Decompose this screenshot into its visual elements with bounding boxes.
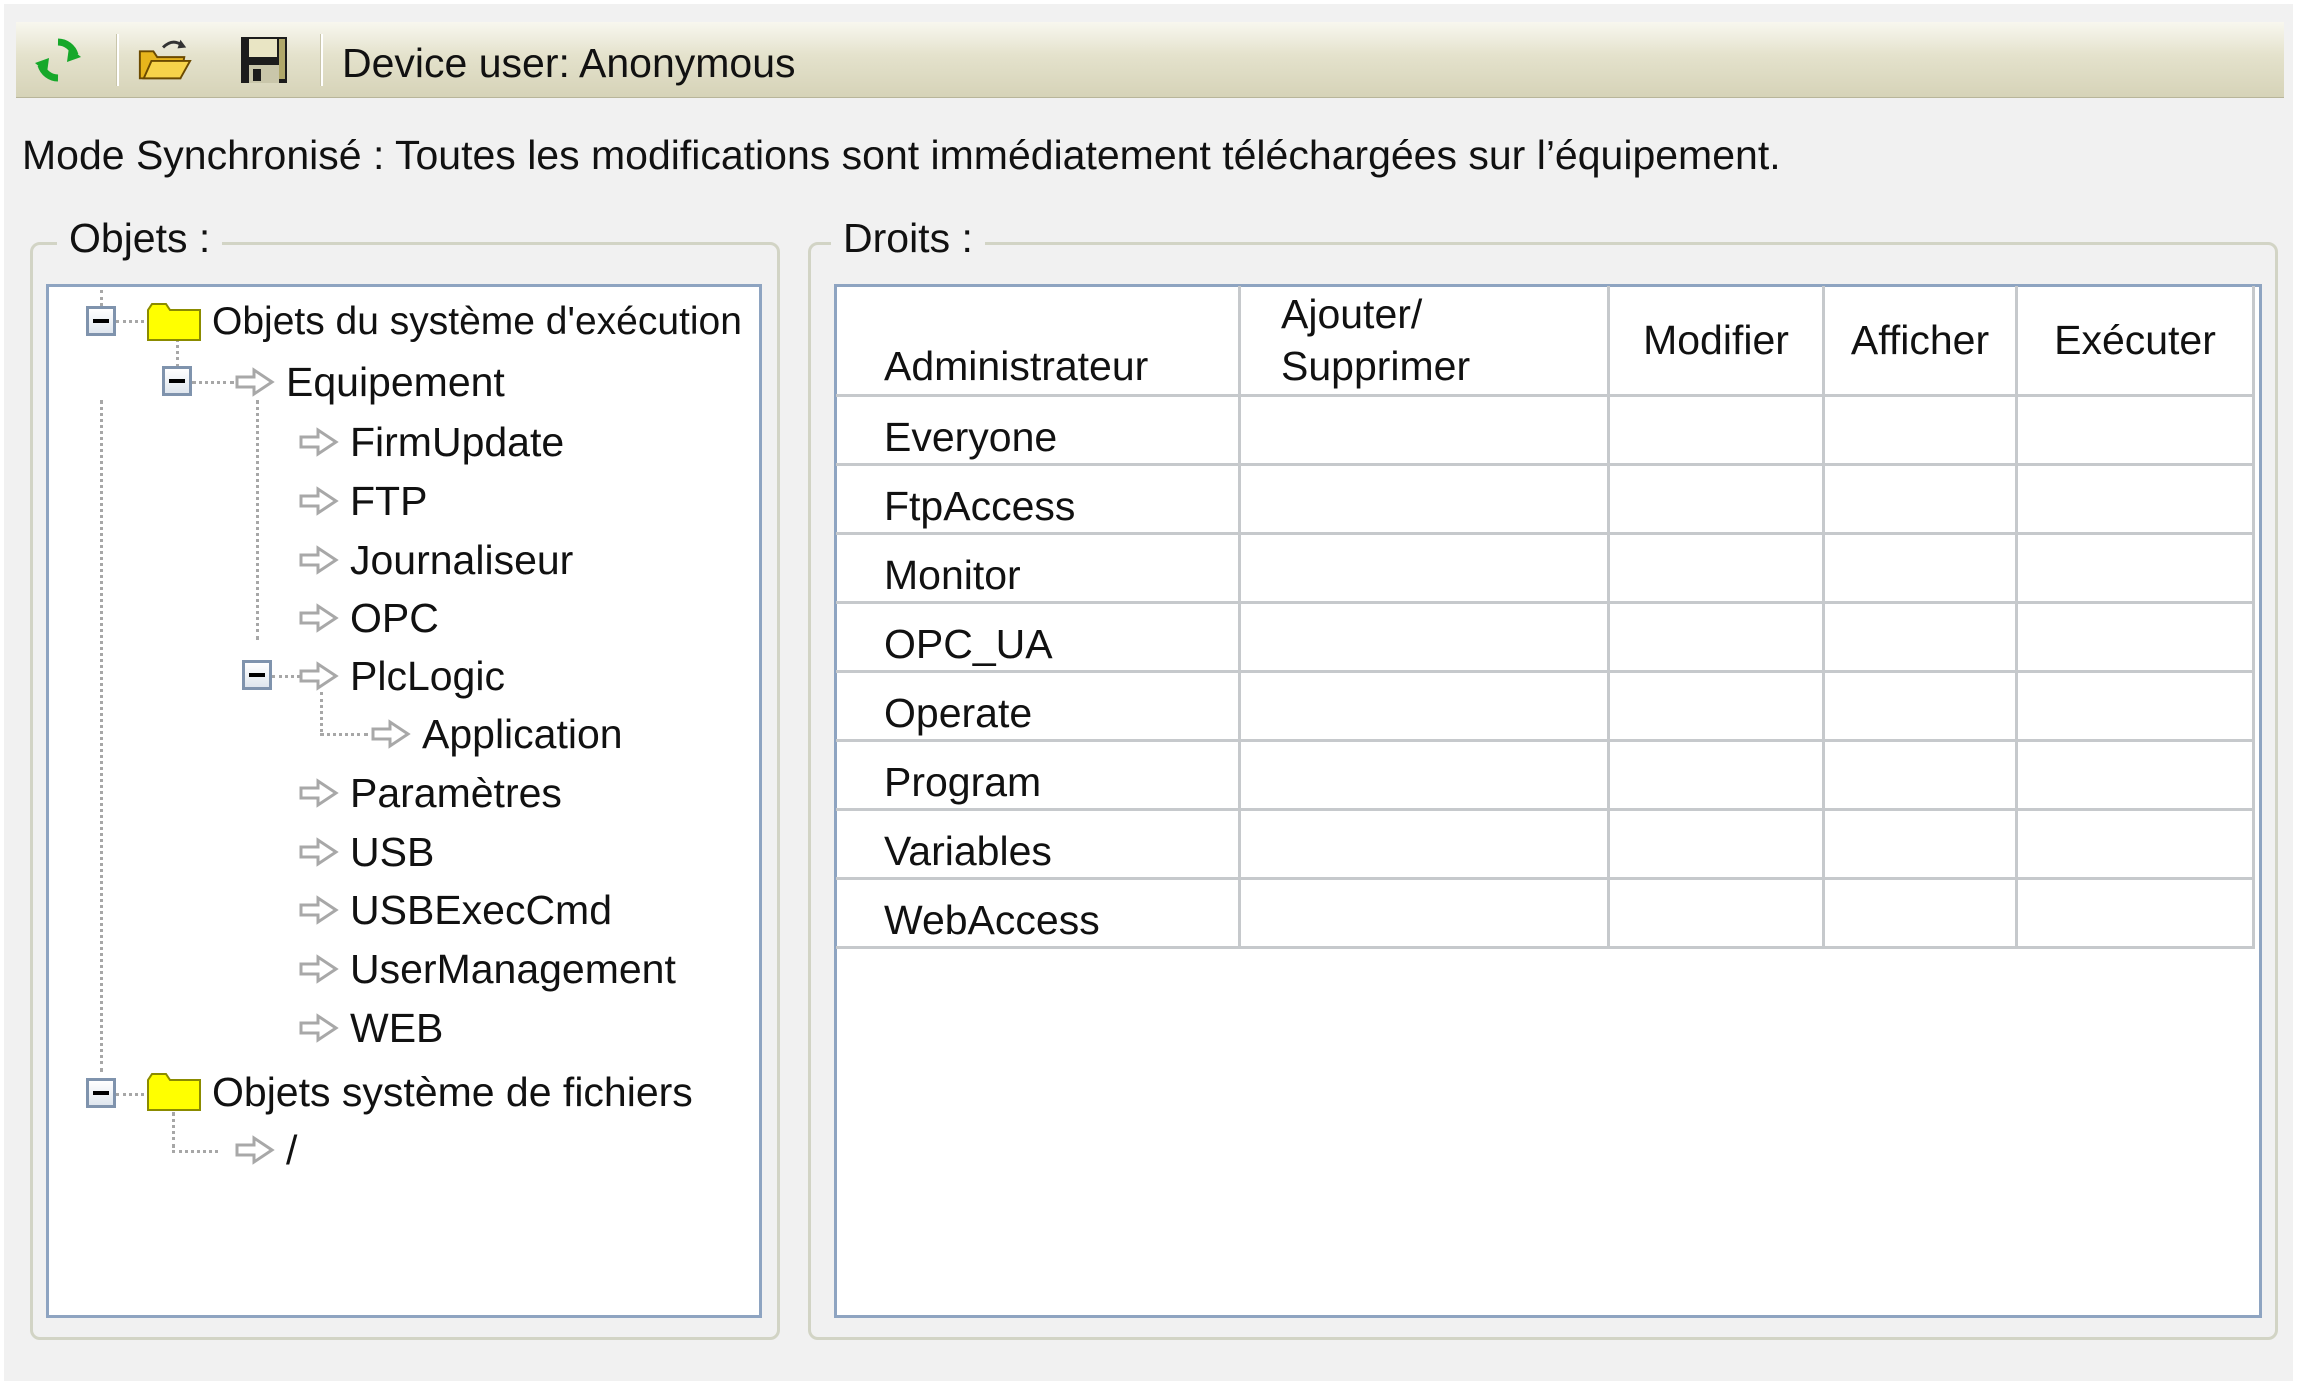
save-icon[interactable] [236,32,292,88]
right-cell-view[interactable] [1824,465,2017,534]
tree-item-journaliseur[interactable] [298,534,573,586]
right-cell-execute[interactable] [2017,534,2254,603]
tree-item-ftp[interactable] [298,475,427,527]
user-group-cell[interactable]: FtpAccess [836,465,1240,534]
arrow-right-icon [298,486,340,516]
collapse-device-button[interactable] [162,366,192,396]
arrow-right-icon [298,837,340,867]
arrow-right-icon [234,1135,276,1165]
right-cell-execute[interactable] [2017,672,2254,741]
table-row[interactable] [836,672,2254,741]
table-row[interactable] [836,534,2254,603]
tree-item-label: Paramètres [350,769,562,816]
right-cell-modify[interactable] [1609,534,1824,603]
arrow-right-icon [298,954,340,984]
tree-item-usermanagement[interactable] [298,943,676,995]
right-cell-add-remove[interactable] [1240,879,1609,948]
column-header-execute[interactable]: Exécuter [2017,286,2254,396]
table-row[interactable] [836,465,2254,534]
tree-item-parametres[interactable] [298,767,562,819]
tree-item-label: / [286,1126,298,1173]
right-cell-modify[interactable] [1609,879,1824,948]
arrow-right-icon [234,367,276,397]
tree-item-label: USB [350,828,435,875]
tree-item-label: UserManagement [350,945,676,992]
tree-guide [116,320,144,323]
arrow-right-icon [298,661,340,691]
toolbar-separator [116,34,119,86]
refresh-icon[interactable] [30,32,86,88]
arrow-right-icon [370,719,412,749]
right-cell-modify[interactable] [1609,741,1824,810]
tree-item-web[interactable] [298,1002,443,1054]
tree-guide [172,1150,218,1153]
tree-item-application[interactable] [370,708,623,760]
tree-item-label: USBExecCmd [350,886,613,933]
right-cell-view[interactable] [1824,879,2017,948]
device-user-label: Device user: Anonymous [342,40,796,86]
right-cell-modify[interactable] [1609,396,1824,465]
right-cell-add-remove[interactable] [1240,603,1609,672]
tree-item-filesystem-objects[interactable] [146,1066,693,1118]
table-row[interactable] [836,603,2254,672]
user-group-cell[interactable]: Everyone [836,396,1240,465]
right-cell-execute[interactable] [2017,465,2254,534]
right-cell-view[interactable] [1824,672,2017,741]
right-cell-view[interactable] [1824,396,2017,465]
objects-title: Objets : [57,215,222,262]
open-folder-icon[interactable] [136,32,192,88]
tree-item-root-directory[interactable] [234,1124,297,1176]
right-cell-execute[interactable] [2017,810,2254,879]
tree-item-opc[interactable] [298,592,439,644]
tree-item-label: Objets du système d'exécution [212,300,742,343]
right-cell-modify[interactable] [1609,603,1824,672]
arrow-right-icon [298,895,340,925]
column-header-add-remove[interactable] [1240,286,1609,396]
toolbar-separator [320,34,323,86]
tree-item-usb[interactable] [298,826,434,878]
tree-item-label: Application [422,710,623,757]
tree-guide [272,675,300,678]
arrow-right-icon [298,603,340,633]
tree-guide [100,400,103,1072]
right-cell-add-remove[interactable] [1240,672,1609,741]
tree-guide [256,400,259,640]
tree-item-plclogic[interactable] [298,650,505,702]
tree-guide [192,381,234,384]
tree-item-label: WEB [350,1004,444,1051]
collapse-runtime-objects-button[interactable] [86,306,116,336]
rights-table [836,286,2255,949]
table-row[interactable] [836,396,2254,465]
right-cell-add-remove[interactable] [1240,465,1609,534]
arrow-right-icon [298,427,340,457]
tree-item-label: FirmUpdate [350,418,565,465]
user-group-cell[interactable]: Variables [836,810,1240,879]
right-cell-view[interactable] [1824,810,2017,879]
arrow-right-icon [298,545,340,575]
right-cell-view[interactable] [1824,534,2017,603]
right-cell-add-remove[interactable] [1240,741,1609,810]
right-cell-execute[interactable] [2017,741,2254,810]
user-group-cell[interactable]: Operate [836,672,1240,741]
tree-item-device[interactable] [234,356,505,408]
right-cell-add-remove[interactable] [1240,396,1609,465]
tree-item-usbexeccmd[interactable] [298,884,612,936]
tree-guide [320,733,368,736]
table-header-row [836,286,2254,396]
right-cell-execute[interactable] [2017,603,2254,672]
collapse-plclogic-button[interactable] [242,660,272,690]
table-row[interactable] [836,741,2254,810]
user-group-cell[interactable]: WebAccess [836,879,1240,948]
tree-item-label: Equipement [286,358,505,405]
tree-item-label: FTP [350,477,428,524]
right-cell-view[interactable] [1824,741,2017,810]
column-header-label: Ajouter/ Supprimer [1281,291,1471,389]
rights-title: Droits : [831,215,985,262]
right-cell-execute[interactable] [2017,879,2254,948]
right-cell-execute[interactable] [2017,396,2254,465]
column-header-view[interactable]: Afficher [1824,286,2017,396]
right-cell-add-remove[interactable] [1240,810,1609,879]
right-cell-modify[interactable] [1609,672,1824,741]
sync-mode-message: Mode Synchronisé : Toutes les modifications sont immédiatement téléchargées sur l’équipement. [22,132,1781,178]
tree-item-label: Objets système de fichiers [212,1068,693,1115]
user-group-cell[interactable]: Program [836,741,1240,810]
right-cell-modify[interactable] [1609,810,1824,879]
table-row[interactable] [836,810,2254,879]
right-cell-add-remove[interactable] [1240,534,1609,603]
column-header-user[interactable]: Administrateur [836,286,1240,396]
tree-item-label: Journaliseur [350,536,574,583]
arrow-right-icon [298,778,340,808]
collapse-filesystem-objects-button[interactable] [86,1078,116,1108]
tree-item-runtime-objects[interactable] [146,296,742,348]
tree-item-label: PlcLogic [350,652,505,699]
tree-item-label: OPC [350,594,439,641]
toolbar [16,22,2284,98]
right-cell-view[interactable] [1824,603,2017,672]
tree-item-firmupdate[interactable] [298,416,564,468]
user-group-cell[interactable]: OPC_UA [836,603,1240,672]
tree-guide [116,1093,144,1096]
right-cell-modify[interactable] [1609,465,1824,534]
folder-icon [146,302,202,342]
arrow-right-icon [298,1013,340,1043]
column-header-modify[interactable]: Modifier [1609,286,1824,396]
user-group-cell[interactable]: Monitor [836,534,1240,603]
table-row[interactable] [836,879,2254,948]
folder-icon [146,1072,202,1112]
